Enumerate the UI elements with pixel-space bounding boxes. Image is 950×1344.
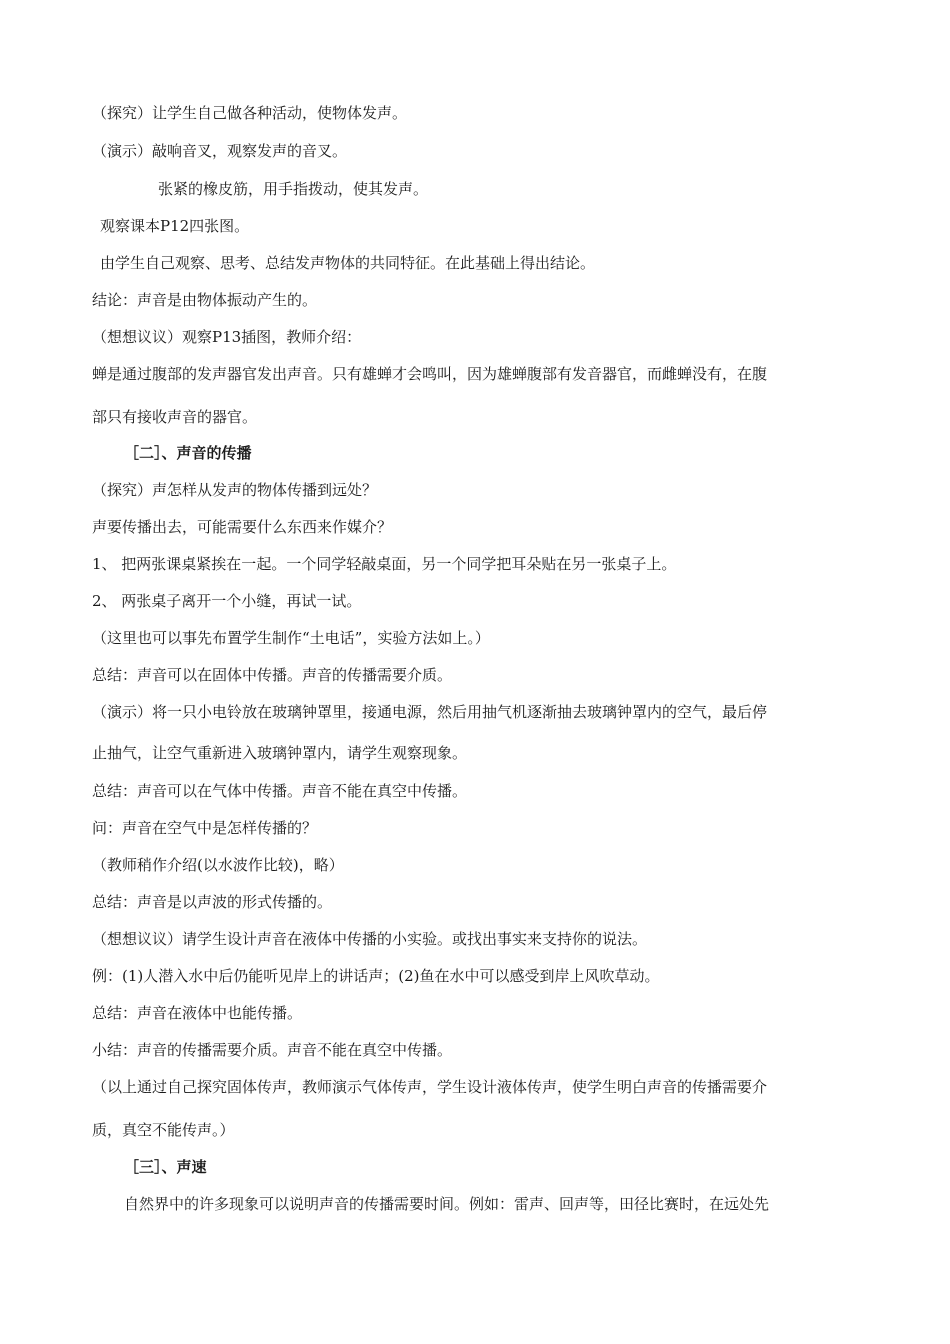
text-line: （探究）让学生自己做各种活动，使物体发声。: [92, 104, 408, 122]
text-line: 总结：声音可以在气体中传播。声音不能在真空中传播。: [92, 782, 468, 800]
text-line: （演示）敲响音叉，观察发声的音叉。: [92, 142, 348, 160]
text-line: 部只有接收声音的器官。: [92, 408, 258, 426]
text-line: 问：声音在空气中是怎样传播的？: [92, 819, 318, 837]
text-line: 自然界中的许多现象可以说明声音的传播需要时间。例如：雷声、回声等，田径比赛时，在远处先: [124, 1195, 770, 1213]
text-line: 由学生自己观察、思考、总结发声物体的共同特征。在此基础上得出结论。: [100, 254, 596, 272]
text-line: 质，真空不能传声。）: [92, 1121, 235, 1139]
text-line: （探究）声怎样从发声的物体传播到远处？: [92, 481, 378, 499]
text-line: （想想议议）观察P13插图，教师介绍：: [92, 328, 362, 346]
text-line: （演示）将一只小电铃放在玻璃钟罩里，接通电源，然后用抽气机逐渐抽去玻璃钟罩内的空气，最后停: [92, 703, 768, 721]
list-item: 2、 两张桌子离开一个小缝，再试一试。: [92, 592, 362, 610]
text-line: （这里也可以事先布置学生制作“土电话”，实验方法如上。）: [92, 629, 490, 647]
list-item: 1、 把两张课桌紧挨在一起。一个同学轻敲桌面，另一个同学把耳朵贴在另一张桌子上。: [92, 555, 677, 573]
text-line: 张紧的橡皮筋，用手指拨动，使其发声。: [158, 180, 429, 198]
text-line: 例：(1)人潜入水中后仍能听见岸上的讲话声；(2)鱼在水中可以感受到岸上风吹草动。: [92, 967, 660, 985]
text-line: 蝉是通过腹部的发声器官发出声音。只有雄蝉才会鸣叫，因为雄蝉腹部有发音器官，而雌蝉没有，在腹: [92, 365, 768, 383]
text-line: （想想议议）请学生设计声音在液体中传播的小实验。或找出事实来支持你的说法。: [92, 930, 648, 948]
section-heading: ［三］、声速: [124, 1158, 207, 1176]
text-line: 总结：声音可以在固体中传播。声音的传播需要介质。: [92, 666, 453, 684]
text-line: 总结：声音在液体中也能传播。: [92, 1004, 303, 1022]
text-line: 总结：声音是以声波的形式传播的。: [92, 893, 333, 911]
section-heading: ［二］、声音的传播: [124, 444, 252, 462]
text-line: 小结：声音的传播需要介质。声音不能在真空中传播。: [92, 1041, 453, 1059]
text-line: 止抽气，让空气重新进入玻璃钟罩内，请学生观察现象。: [92, 744, 468, 762]
text-line: 观察课本P12四张图。: [100, 217, 250, 235]
text-line: 结论：声音是由物体振动产生的。: [92, 291, 318, 309]
text-line: （教师稍作介绍(以水波作比较)，略）: [92, 856, 344, 874]
text-line: 声要传播出去，可能需要什么东西来作媒介？: [92, 518, 393, 536]
text-line: （以上通过自己探究固体传声，教师演示气体传声，学生设计液体传声，使学生明白声音的传播需要介: [92, 1078, 768, 1096]
